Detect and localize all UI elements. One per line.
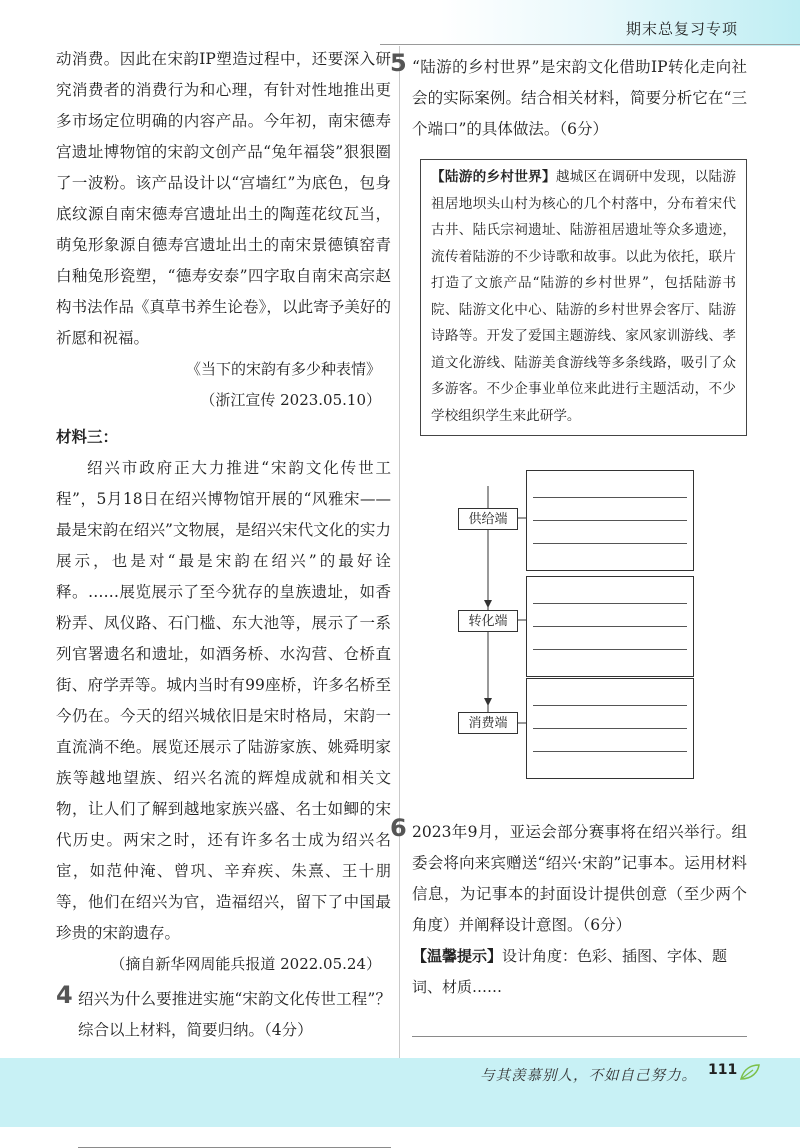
- answer-line[interactable]: [533, 498, 687, 521]
- question-4: [56, 981, 391, 1046]
- answer-line[interactable]: [533, 544, 687, 566]
- answer-line[interactable]: [533, 650, 687, 672]
- question-5-number: 5: [390, 49, 407, 77]
- answer-line[interactable]: [533, 581, 687, 604]
- transform-port-label: 转化端: [458, 610, 518, 632]
- consume-answer-box[interactable]: [526, 678, 694, 779]
- column-divider: [399, 46, 400, 1058]
- tip-text: 设计角度：色彩、插图、字体、题词、材质……: [412, 947, 728, 996]
- answer-line[interactable]: [412, 1005, 747, 1037]
- material3-paragraph: 绍兴市政府正大力推进“宋韵文化传世工程”，5月18日在绍兴博物馆开展的“风雅宋——最是宋韵在绍兴”文物展，是绍兴宋代文化的实力展示，也是对“最是宋韵在绍兴”的最好诠释。……展览展示了至今犹存的皇族遗址，如香粉弄、凤仪路、石门槛、东大池等，展示了一系列官署遗名和遗址，如酒务桥、水沟营、仓桥直街、府学弄等。城内当时有99座桥，许多名桥至今仍在。今天的绍兴城依旧是宋时格局，宋韵一直流淌不绝。展览还展示了陆游家族、姚舜明家族等越地望族、绍兴名流的辉煌成就和相关文物，让人们了解到越地家族兴盛、名士如鲫的宋代历史。两宋之时，还有许多名士成为绍兴名宦，如范仲淹、曾巩、辛弃疾、朱熹、王十朋等，他们在绍兴为官，造福绍兴，留下了中国最珍贵的宋韵遗存。: [56, 459, 391, 942]
- tip-block: [412, 941, 747, 1003]
- answer-line[interactable]: [533, 752, 687, 774]
- question-6: [390, 814, 747, 941]
- three-ports-diagram: [412, 470, 747, 805]
- left-column: [56, 44, 391, 1148]
- supply-port-label: 供给端: [458, 508, 518, 530]
- source1-publication: （浙江宣传 2023.05.10）: [200, 391, 381, 409]
- question-5-text: “陆游的乡村世界”是宋韵文化借助IP转化走向社会的实际案例。结合相关材料，简要分析它在“三个端口”的具体做法。（6分）: [412, 58, 747, 138]
- answer-line[interactable]: [533, 604, 687, 627]
- case-material-heading: 【陆游的乡村世界】: [431, 169, 556, 185]
- header-rule: [380, 44, 800, 45]
- arrow-head: [484, 698, 492, 706]
- consume-port-label: 消费端: [458, 712, 518, 734]
- transform-answer-box[interactable]: [526, 576, 694, 677]
- question-4-text: 绍兴为什么要推进实施“宋韵文化传世工程”？综合以上材料，简要归纳。（4分）: [78, 990, 391, 1039]
- answer-line[interactable]: [533, 683, 687, 706]
- arrow-head: [484, 600, 492, 608]
- question-6-text: 2023年9月，亚运会部分赛事将在绍兴举行。组委会将向来宾赠送“绍兴·宋韵”记事本。运用材料信息，为记事本的封面设计提供创意（至少两个角度）并阐释设计意图。（6分）: [412, 823, 747, 934]
- supply-answer-box[interactable]: [526, 470, 694, 571]
- case-material-text: 越城区在调研中发现，以陆游祖居地坝头山村为核心的几个村落中，分布着宋代古井、陆氏宗祠遗址、陆游祖居遗址等众多遗迹，流传着陆游的不少诗歌和故事。以此为依托，联片打造了文旅产品“陆游的乡村世界”，包括陆游书院、陆游文化中心、陆游的乡村世界会客厅、陆游诗路等。开发了爱国主题游线、家风家训游线、孝道文化游线、陆游美食游线等多条线路，吸引了众多游客。不少企事业单位来此进行主题活动，不少学校组织学生来此研学。: [431, 169, 737, 424]
- answer-line[interactable]: [533, 627, 687, 650]
- question-4-number: 4: [56, 981, 73, 1009]
- answer-line[interactable]: [533, 521, 687, 544]
- material2-continued-paragraph: 动消费。因此在宋韵IP塑造过程中，还要深入研究消费者的消费行为和心理，有针对性地推出更多市场定位明确的内容产品。今年初，南宋德寿宫遗址博物馆的宋韵文创产品“兔年福袋”狠狠圈了一波粉。该产品设计以“宫墙红”为底色，包身底纹源自南宋德寿宫遗址出土的陶莲花纹瓦当，萌兔形象源自德寿宫遗址出土的南宋景德镇窑青白釉兔形瓷塑，“德寿安泰”四字取自南宋高宗赵构书法作品《真草书养生论卷》，以此寄予美好的祈愿和祝福。: [56, 50, 391, 347]
- header-title: 期末总复习专项: [625, 20, 738, 38]
- answer-line[interactable]: [533, 729, 687, 752]
- case-material-box: [420, 159, 747, 436]
- source2-citation: （摘自新华网周能兵报道 2022.05.24）: [110, 955, 381, 973]
- footer-motto: 与其羡慕别人，不如自己努力。: [480, 1068, 697, 1084]
- question-5: [390, 49, 747, 145]
- answer-line[interactable]: [533, 706, 687, 729]
- right-column: [390, 49, 747, 1101]
- source1-title: 《当下的宋韵有多少种表情》: [185, 360, 381, 378]
- answer-line[interactable]: [533, 475, 687, 498]
- leaf-icon: [738, 1062, 762, 1082]
- question-6-number: 6: [390, 814, 407, 842]
- page-number: 111: [708, 1062, 738, 1078]
- tip-heading: 【温馨提示】: [412, 947, 503, 965]
- material3-heading: 材料三：: [56, 428, 119, 446]
